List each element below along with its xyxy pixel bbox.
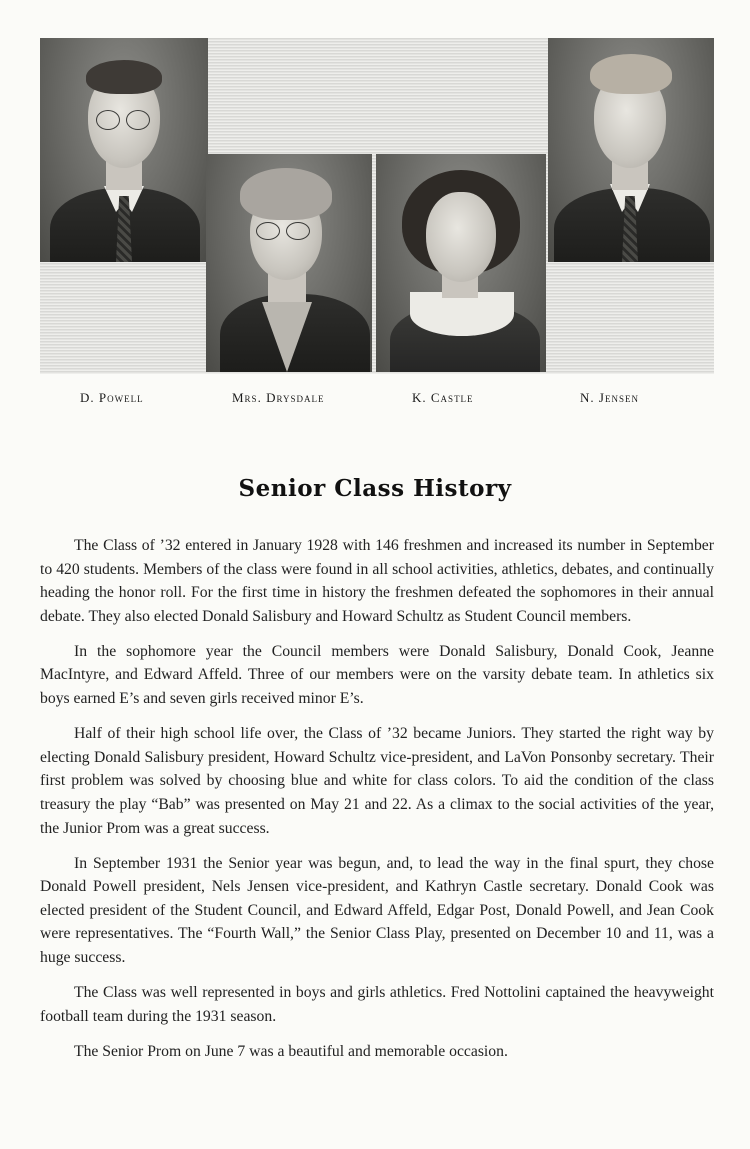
- portrait-photo-jensen: [548, 38, 714, 262]
- page-title: Senior Class History: [238, 475, 512, 503]
- caption-castle: K. Castle: [412, 390, 474, 405]
- caption-jensen: N. Jensen: [580, 390, 639, 405]
- history-body: [40, 534, 714, 1075]
- paragraph-prom: The Senior Prom on June 7 was a beautiful and memorable occasion.: [74, 1042, 508, 1060]
- portrait-panel: [40, 38, 714, 374]
- caption-drysdale: Mrs. Drysdale: [232, 390, 325, 405]
- paragraph-junior: Half of their high school life over, the Class of ’32 became Juniors. They started the right way by electing Donald Salisbury president, Howard Schultz vice-president, and LaVon Ponsonby secretary. Their first problem was solved by choosing blue and white for class colors. To aid the condition of the class treasury the play “Bab” was presented on May 21 and 22. As a climax to the social activities of the year, the Junior Prom was a great success.: [40, 725, 714, 837]
- portrait-photo-drysdale: [206, 154, 372, 372]
- portrait-photo-powell: [40, 38, 208, 262]
- paragraph-freshman: The Class of ’32 entered in January 1928 with 146 freshmen and increased its number in September to 420 students. Members of the class were found in all school activities, athletics, debates, and continually heading the honor roll. For the first time in history the freshmen defeated the sophomores in their annual debate. They also elected Donald Salisbury and Howard Schultz as Student Council members.: [40, 537, 714, 625]
- portrait-photo-castle: [376, 154, 546, 372]
- paragraph-athletics: The Class was well represented in boys and girls athletics. Fred Nottolini captained the heavyweight football team during the 1931 season.: [40, 984, 714, 1025]
- paragraph-senior: In September 1931 the Senior year was begun, and, to lead the way in the final spurt, they chose Donald Powell president, Nels Jensen vice-president, and Kathryn Castle secretary. Donald Cook was elected president of the Student Council, and Edward Affeld, Edgar Post, Donald Powell, and Jean Cook were representatives. The “Fourth Wall,” the Senior Class Play, presented on December 10 and 11, was a huge success.: [40, 854, 714, 966]
- caption-powell: D. Powell: [80, 390, 144, 405]
- paragraph-sophomore: In the sophomore year the Council members were Donald Salisbury, Donald Cook, Jeanne MacIntyre, and Edward Affeld. Three of our members were on the varsity debate team. In athletics six boys earned E’s and seven girls received minor E’s.: [40, 642, 714, 708]
